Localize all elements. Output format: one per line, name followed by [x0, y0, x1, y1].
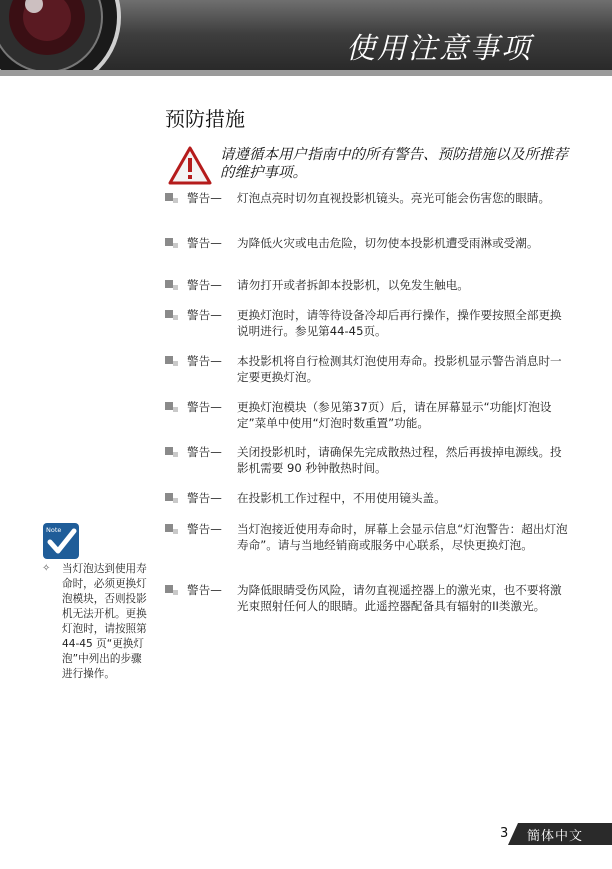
- intro-text: 请遵循本用户指南中的所有警告、预防措施以及所推荐的维护事项。: [220, 147, 568, 181]
- page-number: 3: [500, 826, 509, 841]
- bullet-icon: [165, 280, 173, 288]
- warning-text: 灯泡点亮时切勿直视投影机镜头。亮光可能会伤害您的眼睛。: [237, 191, 551, 205]
- note-text: 当灯泡达到使用寿命时，必须更换灯泡模块，否则投影机无法开机。更换灯泡时，请按照第44-45 页“更换灯泡”中列出的步骤进行操作。: [62, 563, 147, 680]
- warning-item: [165, 521, 570, 553]
- warning-item: [165, 307, 570, 339]
- header-stripe: [0, 70, 612, 76]
- bullet-icon: [165, 356, 173, 364]
- bullet-icon: [165, 585, 173, 593]
- warning-item: [165, 235, 570, 251]
- warning-triangle-icon: [168, 146, 212, 186]
- warning-label: 警告—: [187, 191, 222, 205]
- footer-language-label: 簡体中文: [527, 829, 584, 844]
- bullet-icon: [165, 493, 173, 501]
- warning-item: [165, 399, 570, 431]
- warning-label: 警告—: [187, 354, 222, 368]
- note-bullet-icon: ✧: [42, 563, 51, 574]
- warning-item: [165, 353, 570, 385]
- warning-item: [165, 582, 570, 614]
- bullet-icon: [165, 310, 173, 318]
- svg-text:Note: Note: [46, 526, 62, 534]
- section-title: 预防措施: [165, 107, 245, 131]
- warning-label: 警告—: [187, 583, 222, 597]
- projector-lens-graphic: [0, 0, 132, 76]
- warning-text: 更换灯泡时，请等待设备冷却后再行操作，操作要按照全部更换说明进行。参见第44-45页。: [237, 308, 562, 338]
- header-title: 使用注意事项: [345, 31, 532, 65]
- warning-text: 关闭投影机时，请确保先完成散热过程，然后再拔掉电源线。投影机需要 90 秒钟散热时间。: [237, 445, 562, 475]
- warning-label: 警告—: [187, 308, 222, 322]
- bullet-icon: [165, 193, 173, 201]
- warning-label: 警告—: [187, 445, 222, 459]
- note-checkmark-icon: [42, 522, 80, 560]
- warning-label: 警告—: [187, 236, 222, 250]
- warning-item: [165, 190, 570, 206]
- bullet-icon: [165, 238, 173, 246]
- warning-text: 更换灯泡模块（参见第37页）后，请在屏幕显示“功能|灯泡设定”菜单中使用“灯泡时数重置”功能。: [237, 400, 552, 430]
- warning-item: [165, 490, 570, 506]
- warning-label: 警告—: [187, 522, 222, 536]
- warning-label: 警告—: [187, 400, 222, 414]
- warning-item: [165, 444, 570, 476]
- bullet-icon: [165, 402, 173, 410]
- warning-text: 当灯泡接近使用寿命时，屏幕上会显示信息“灯泡警告：超出灯泡寿命”。请与当地经销商或服务中心联系，尽快更换灯泡。: [237, 522, 568, 552]
- bullet-icon: [165, 524, 173, 532]
- warning-text: 本投影机将自行检测其灯泡使用寿命。投影机显示警告消息时一定要更换灯泡。: [237, 354, 562, 384]
- warning-item: [165, 277, 570, 293]
- warning-text: 为降低火灾或电击危险，切勿使本投影机遭受雨淋或受潮。: [237, 236, 539, 250]
- warning-text: 在投影机工作过程中，不用使用镜头盖。: [237, 491, 446, 505]
- page-header: [0, 0, 612, 76]
- warning-text: 为降低眼睛受伤风险，请勿直视遥控器上的激光束，也不要将激光束照射任何人的眼睛。此遥控器配备具有辐射的II类激光。: [237, 583, 562, 613]
- bullet-icon: [165, 447, 173, 455]
- warning-text: 请勿打开或者拆卸本投影机，以免发生触电。: [237, 278, 469, 292]
- warning-label: 警告—: [187, 491, 222, 505]
- warning-label: 警告—: [187, 278, 222, 292]
